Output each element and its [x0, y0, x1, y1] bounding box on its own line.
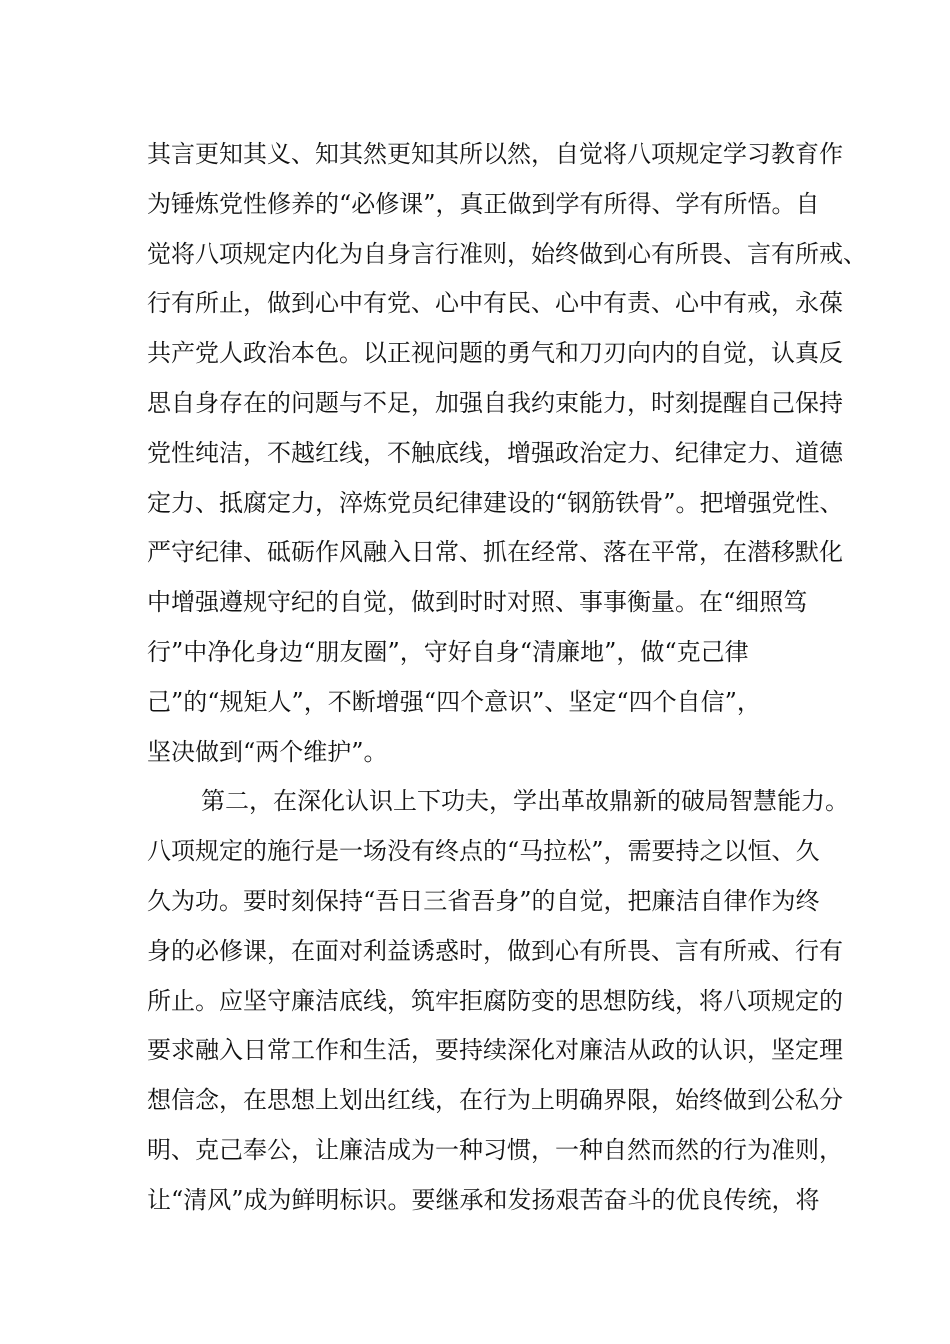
- text-line: 己”的“规矩人”，不断增强“四个意识”、坚定“四个自信”，: [147, 687, 761, 716]
- text-line: 想信念，在思想上划出红线，在行为上明确界限，始终做到公私分: [147, 1086, 843, 1115]
- text-line: 身的必修课，在面对利益诱惑时，做到心有所畏、言有所戒、行有: [147, 936, 843, 965]
- text-line-indented: 第二，在深化认识上下功夫，学出革故鼎新的破局智慧能力。: [201, 787, 849, 816]
- text-line: 让“清风”成为鲜明标识。要继承和发扬艰苦奋斗的优良传统，将: [147, 1185, 820, 1214]
- text-line: 思自身存在的问题与不足，加强自我约束能力，时刻提醒自己保持: [147, 388, 843, 417]
- text-line: 为锤炼党性修养的“必修课”，真正做到学有所得、学有所悟。自: [147, 189, 820, 218]
- text-line: 定力、抵腐定力，淬炼党员纪律建设的“钢筋铁骨”。把增强党性、: [147, 488, 844, 517]
- text-line: 觉将八项规定内化为自身言行准则，始终做到心有所畏、言有所戒、: [147, 239, 867, 268]
- paragraph-2: [147, 777, 849, 1225]
- text-line: 明、克己奉公，让廉洁成为一种习惯，一种自然而然的行为准则，: [147, 1135, 843, 1164]
- text-line: 共产党人政治本色。以正视问题的勇气和刀刃向内的自觉，认真反: [147, 339, 843, 368]
- text-line: 久为功。要时刻保持“吾日三省吾身”的自觉，把廉洁自律作为终: [147, 886, 820, 915]
- text-line: 坚决做到“两个维护”。: [147, 737, 388, 766]
- body-text: [147, 130, 867, 1226]
- text-line: 要求融入日常工作和生活，要持续深化对廉洁从政的认识，坚定理: [147, 1036, 843, 1065]
- text-line: 所止。应坚守廉洁底线，筑牢拒腐防变的思想防线，将八项规定的: [147, 986, 843, 1015]
- paragraph-1: [147, 130, 867, 777]
- text-line: 行有所止，做到心中有党、心中有民、心中有责、心中有戒，永葆: [147, 289, 843, 318]
- text-line: 八项规定的施行是一场没有终点的“马拉松”，需要持之以恒、久: [147, 837, 820, 866]
- text-line: 其言更知其义、知其然更知其所以然，自觉将八项规定学习教育作: [147, 140, 843, 168]
- text-line: 党性纯洁，不越红线，不触底线，增强政治定力、纪律定力、道德: [147, 438, 843, 467]
- text-line: 中增强遵规守纪的自觉，做到时时对照、事事衡量。在“细照笃: [147, 588, 808, 617]
- text-line: 行”中净化身边“朋友圈”，守好自身“清廉地”，做“克己律: [147, 637, 749, 666]
- text-line: 严守纪律、砥砺作风融入日常、抓在经常、落在平常，在潜移默化: [147, 538, 843, 567]
